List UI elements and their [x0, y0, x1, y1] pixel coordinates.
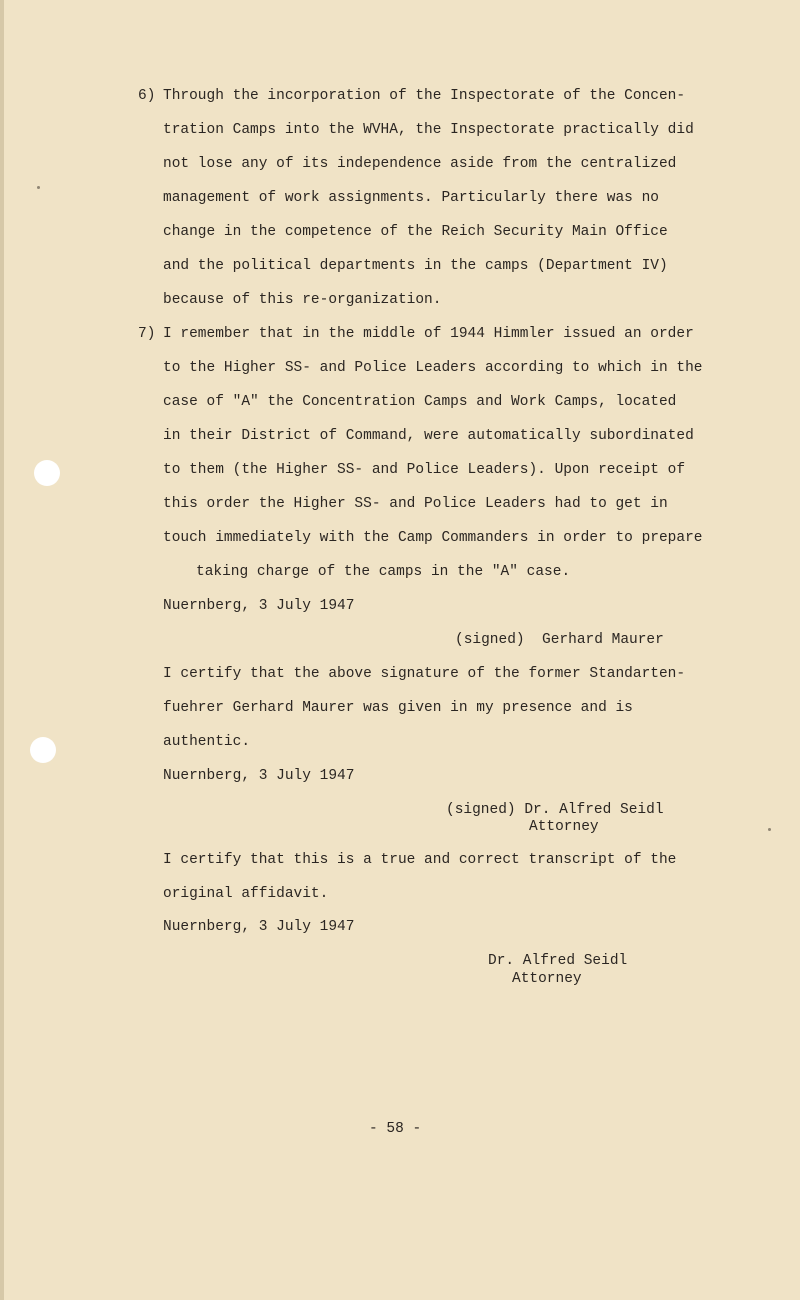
item-6-line: not lose any of its independence aside from the centralized: [163, 156, 677, 172]
item-6-line: management of work assignments. Particularly there was no: [163, 190, 659, 206]
page-number: - 58 -: [369, 1121, 422, 1137]
place-date: Nuernberg, 3 July 1947: [163, 768, 355, 784]
punch-hole-upper: [34, 460, 60, 486]
paper-speck: [768, 828, 771, 831]
item-7-line: taking charge of the camps in the "A" case.: [196, 564, 571, 580]
item-7-line: to the Higher SS- and Police Leaders according to which in the: [163, 360, 703, 376]
signature-title: Attorney: [512, 971, 582, 987]
place-date: Nuernberg, 3 July 1947: [163, 919, 355, 935]
signature-seidl: (signed) Dr. Alfred Seidl: [446, 802, 664, 818]
item-7-line: to them (the Higher SS- and Police Leaders). Upon receipt of: [163, 462, 686, 478]
item-6-number: 6): [138, 88, 156, 104]
item-6-line: tration Camps into the WVHA, the Inspectorate practically did: [163, 122, 694, 138]
certification-line: authentic.: [163, 734, 251, 750]
item-7-line: I remember that in the middle of 1944 Himmler issued an order: [163, 326, 694, 342]
signature-maurer: (signed) Gerhard Maurer: [455, 632, 664, 648]
item-6-line: and the political departments in the camps (Department IV): [163, 258, 668, 274]
certification-line: I certify that the above signature of the former Standarten-: [163, 666, 686, 682]
punch-hole-lower: [30, 737, 56, 763]
signature-seidl-final: Dr. Alfred Seidl: [488, 953, 628, 969]
item-7-line: touch immediately with the Camp Commanders in order to prepare: [163, 530, 703, 546]
certification-line: I certify that this is a true and correct transcript of the: [163, 852, 677, 868]
item-7-number: 7): [138, 326, 156, 342]
signature-title: Attorney: [529, 819, 599, 835]
certification-line: original affidavit.: [163, 886, 329, 902]
item-6-line: because of this re-organization.: [163, 292, 442, 308]
place-date: Nuernberg, 3 July 1947: [163, 598, 355, 614]
item-7-line: this order the Higher SS- and Police Leaders had to get in: [163, 496, 668, 512]
item-7-line: case of "A" the Concentration Camps and Work Camps, located: [163, 394, 677, 410]
page-edge: [0, 0, 4, 1300]
item-6-line: change in the competence of the Reich Security Main Office: [163, 224, 668, 240]
paper-speck: [37, 186, 40, 189]
item-6-line: Through the incorporation of the Inspectorate of the Concen-: [163, 88, 686, 104]
item-7-line: in their District of Command, were automatically subordinated: [163, 428, 694, 444]
certification-line: fuehrer Gerhard Maurer was given in my presence and is: [163, 700, 633, 716]
